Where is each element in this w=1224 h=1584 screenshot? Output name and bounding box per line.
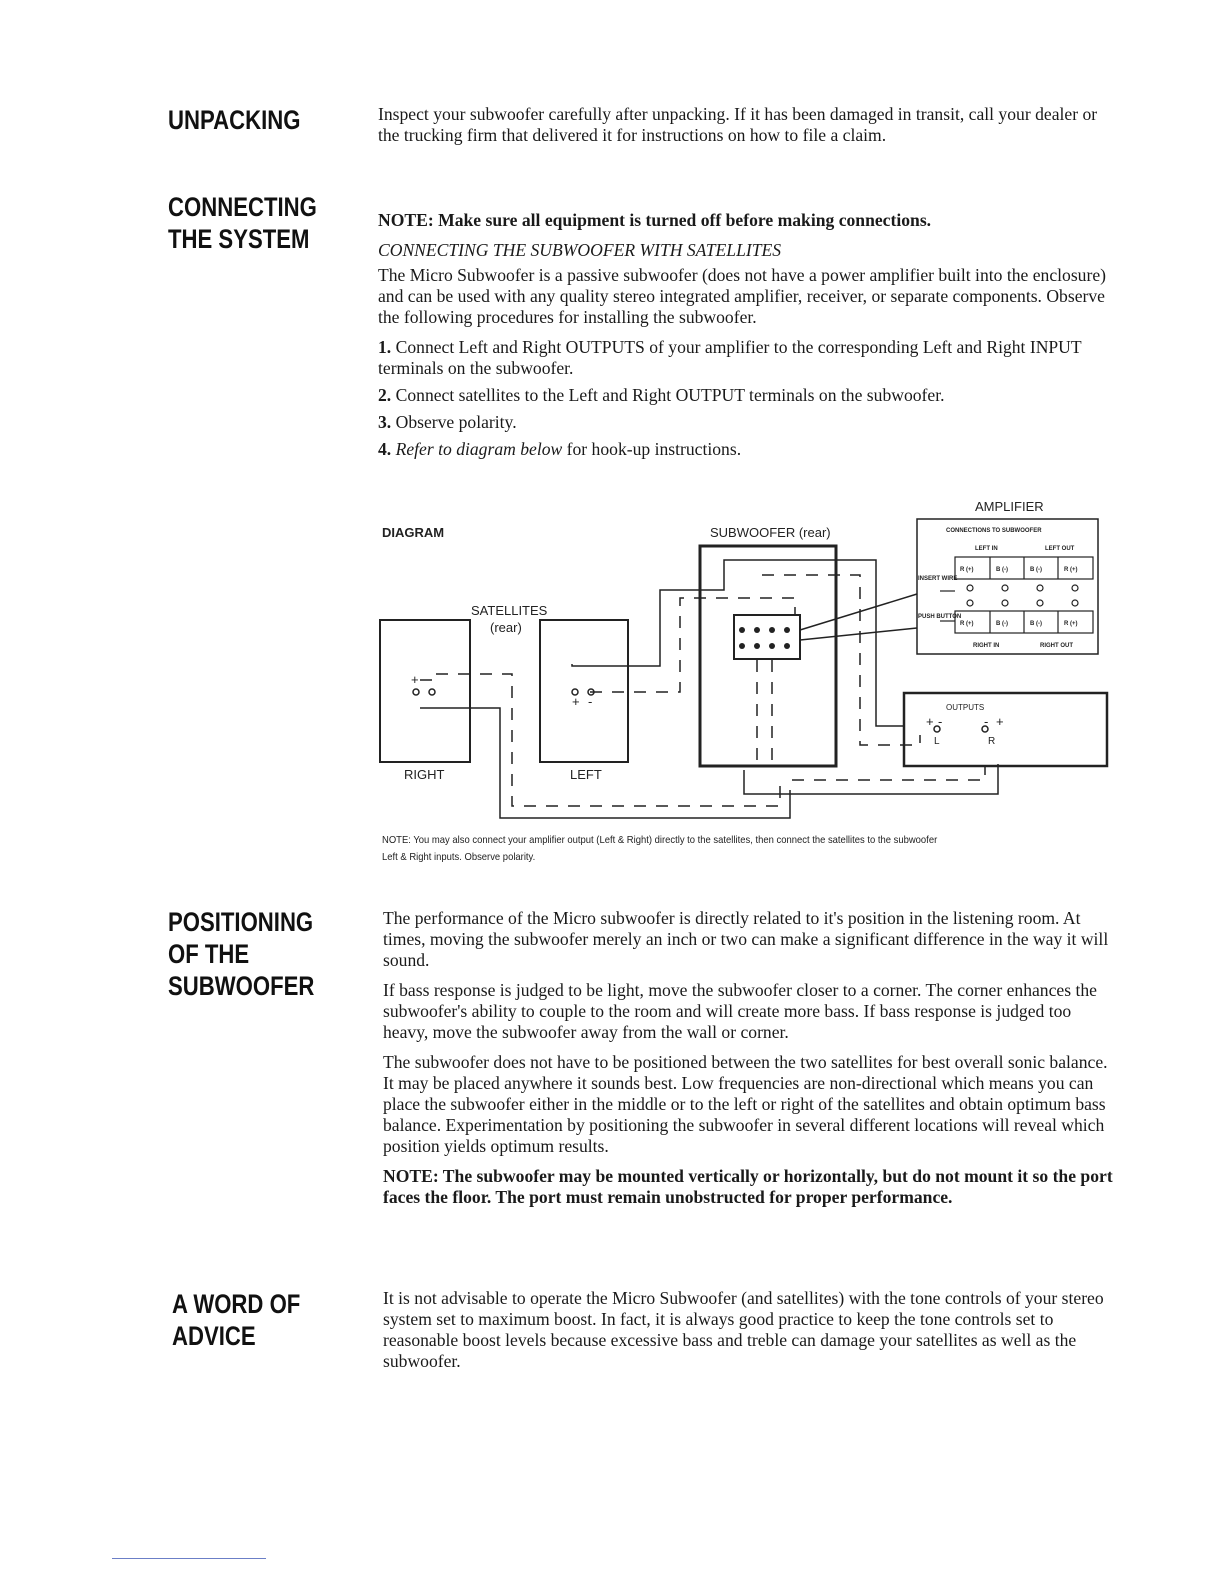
- outputs-label: OUTPUTS: [946, 703, 985, 712]
- amplifier-label: AMPLIFIER: [975, 499, 1044, 514]
- positioning-p1: The performance of the Micro subwoofer is directly related to it's position in the listening room. At times, moving the subwoofer merely an inch or two can make a significant difference in the way it will sound.: [383, 908, 1109, 970]
- connecting-subheading: CONNECTING THE SUBWOOFER WITH SATELLITES: [378, 240, 782, 260]
- terminal-label: R (+): [960, 621, 974, 627]
- diagram-note-line1: NOTE: You may also connect your amplifier output (Left & Right) directly to the satellites, then connect the satellites to the subwoofer: [382, 834, 938, 846]
- terminal-label: R (+): [1064, 567, 1078, 573]
- heading-advice-line2: ADVICE: [172, 1321, 256, 1351]
- step-number: 1.: [378, 337, 392, 357]
- connecting-note: NOTE: Make sure all equipment is turned off before making connections.: [378, 210, 932, 230]
- left-in-label: LEFT IN: [975, 546, 998, 552]
- minus-sign: -: [588, 694, 593, 709]
- footer-rule: [112, 1558, 266, 1559]
- step-number: 4.: [378, 439, 392, 459]
- right-in-label: RIGHT IN: [973, 643, 1000, 649]
- diagram-note-line2: Left & Right inputs. Observe polarity.: [382, 851, 536, 863]
- step-text: for hook-up instructions.: [562, 439, 742, 459]
- right-channel-label: R: [988, 736, 996, 747]
- step-text: Observe polarity.: [395, 412, 517, 432]
- subwoofer-label: SUBWOOFER (rear): [710, 525, 831, 540]
- heading-positioning-line1: POSITIONING: [168, 907, 314, 937]
- positioning-body: [383, 908, 1113, 1217]
- connecting-steps: [378, 337, 1113, 460]
- heading-unpacking: UNPACKING: [168, 105, 301, 135]
- right-out-label: RIGHT OUT: [1040, 643, 1073, 649]
- step-text: Connect Left and Right OUTPUTS of your amplifier to the corresponding Left and Right INPUT terminals on the subwoofer.: [378, 337, 1082, 378]
- connections-label: CONNECTIONS TO SUBWOOFER: [946, 528, 1042, 534]
- advice-body: [383, 1288, 1113, 1381]
- step-item: [378, 412, 1113, 433]
- terminal-label: R (+): [1064, 621, 1078, 627]
- positioning-p2: If bass response is judged to be light, move the subwoofer closer to a corner. The corner enhances the subwoofer's ability to couple to the room and will create more bass. If bass response is judged too heavy, move the subwoofer away from the wall or corner.: [383, 980, 1097, 1042]
- outputs-box: [904, 693, 1107, 766]
- plus-sign: +: [996, 714, 1004, 729]
- heading-connecting-line2: THE SYSTEM: [168, 224, 310, 254]
- step-text: Connect satellites to the Left and Right OUTPUT terminals on the subwoofer.: [395, 385, 945, 405]
- heading-advice: [172, 1288, 300, 1352]
- terminal-label: B (-): [996, 621, 1008, 627]
- heading-positioning: [168, 906, 314, 1002]
- diagram-note: [382, 832, 1012, 866]
- right-satellite: [380, 620, 470, 762]
- heading-positioning-line2: OF THE: [168, 939, 250, 969]
- step-number: 2.: [378, 385, 392, 405]
- subwoofer: [700, 546, 836, 766]
- advice-text: It is not advisable to operate the Micro Subwoofer (and satellites) with the tone controls of your stereo system set to maximum boost. In fact, it is always good practice to keep the tone controls set to reasonable boost levels because excessive bass and treble can damage your satellites as well as the subwoofer.: [383, 1288, 1104, 1371]
- step-item: [378, 439, 1113, 460]
- connecting-intro: The Micro Subwoofer is a passive subwoofer (does not have a power amplifier built into the enclosure) and can be used with any quality stereo integrated amplifier, receiver, or separate components. Observe the following procedures for installing the subwoofer.: [378, 265, 1106, 327]
- step-item: [378, 337, 1113, 379]
- unpacking-body: [378, 104, 1113, 155]
- terminal-dots: [739, 627, 790, 649]
- terminal-block: [734, 615, 800, 659]
- plus-sign: +: [411, 672, 419, 687]
- heading-advice-line1: A WORD OF: [172, 1289, 301, 1319]
- terminal-label: B (-): [1030, 567, 1042, 573]
- left-satellite: [540, 620, 628, 762]
- connecting-body: [378, 210, 1113, 466]
- heading-connecting: [168, 191, 317, 255]
- step-number: 3.: [378, 412, 392, 432]
- minus-sign: -: [984, 714, 989, 729]
- insert-wire-label: INSERT WIRE: [918, 576, 958, 582]
- left-channel-label: L: [934, 736, 940, 747]
- diagram-title: DIAGRAM: [382, 525, 445, 540]
- minus-sign: -: [938, 714, 943, 729]
- amplifier-panel: [917, 519, 1098, 654]
- terminal-label: B (-): [1030, 621, 1042, 627]
- unpacking-text: Inspect your subwoofer carefully after unpacking. If it has been damaged in transit, call your dealer or the trucking firm that delivered it for instructions on how to file a claim.: [378, 104, 1098, 145]
- step-text-italic: Refer to diagram below: [395, 439, 563, 459]
- right-satellite-label: RIGHT: [404, 767, 445, 782]
- satellites-sublabel: (rear): [490, 620, 522, 635]
- push-button-label: PUSH BUTTON: [918, 614, 962, 620]
- positioning-p3: The subwoofer does not have to be positioned between the two satellites for best overall sonic balance. It may be placed anywhere it sounds best. Low frequencies are non-directional which means you can place the subwoofer either in the middle or to the left or right of the satellites and obtain optimum bass balance. Experimentation by positioning the subwoofer in several different locations will reveal which position yields optimum results.: [383, 1052, 1108, 1156]
- terminal-label: R (+): [960, 567, 974, 573]
- heading-connecting-line1: CONNECTING: [168, 192, 317, 222]
- left-out-label: LEFT OUT: [1045, 546, 1075, 552]
- plus-sign: +: [926, 714, 934, 729]
- satellites-label: SATELLITES: [471, 603, 548, 618]
- terminal-label: B (-): [996, 567, 1008, 573]
- positioning-note: NOTE: The subwoofer may be mounted vertically or horizontally, but do not mount it so the port faces the floor. The port must remain unobstructed for proper performance.: [383, 1166, 1113, 1207]
- heading-positioning-line3: SUBWOOFER: [168, 971, 315, 1001]
- plus-sign: +: [572, 694, 580, 709]
- left-satellite-label: LEFT: [570, 767, 602, 782]
- step-item: [378, 385, 1113, 406]
